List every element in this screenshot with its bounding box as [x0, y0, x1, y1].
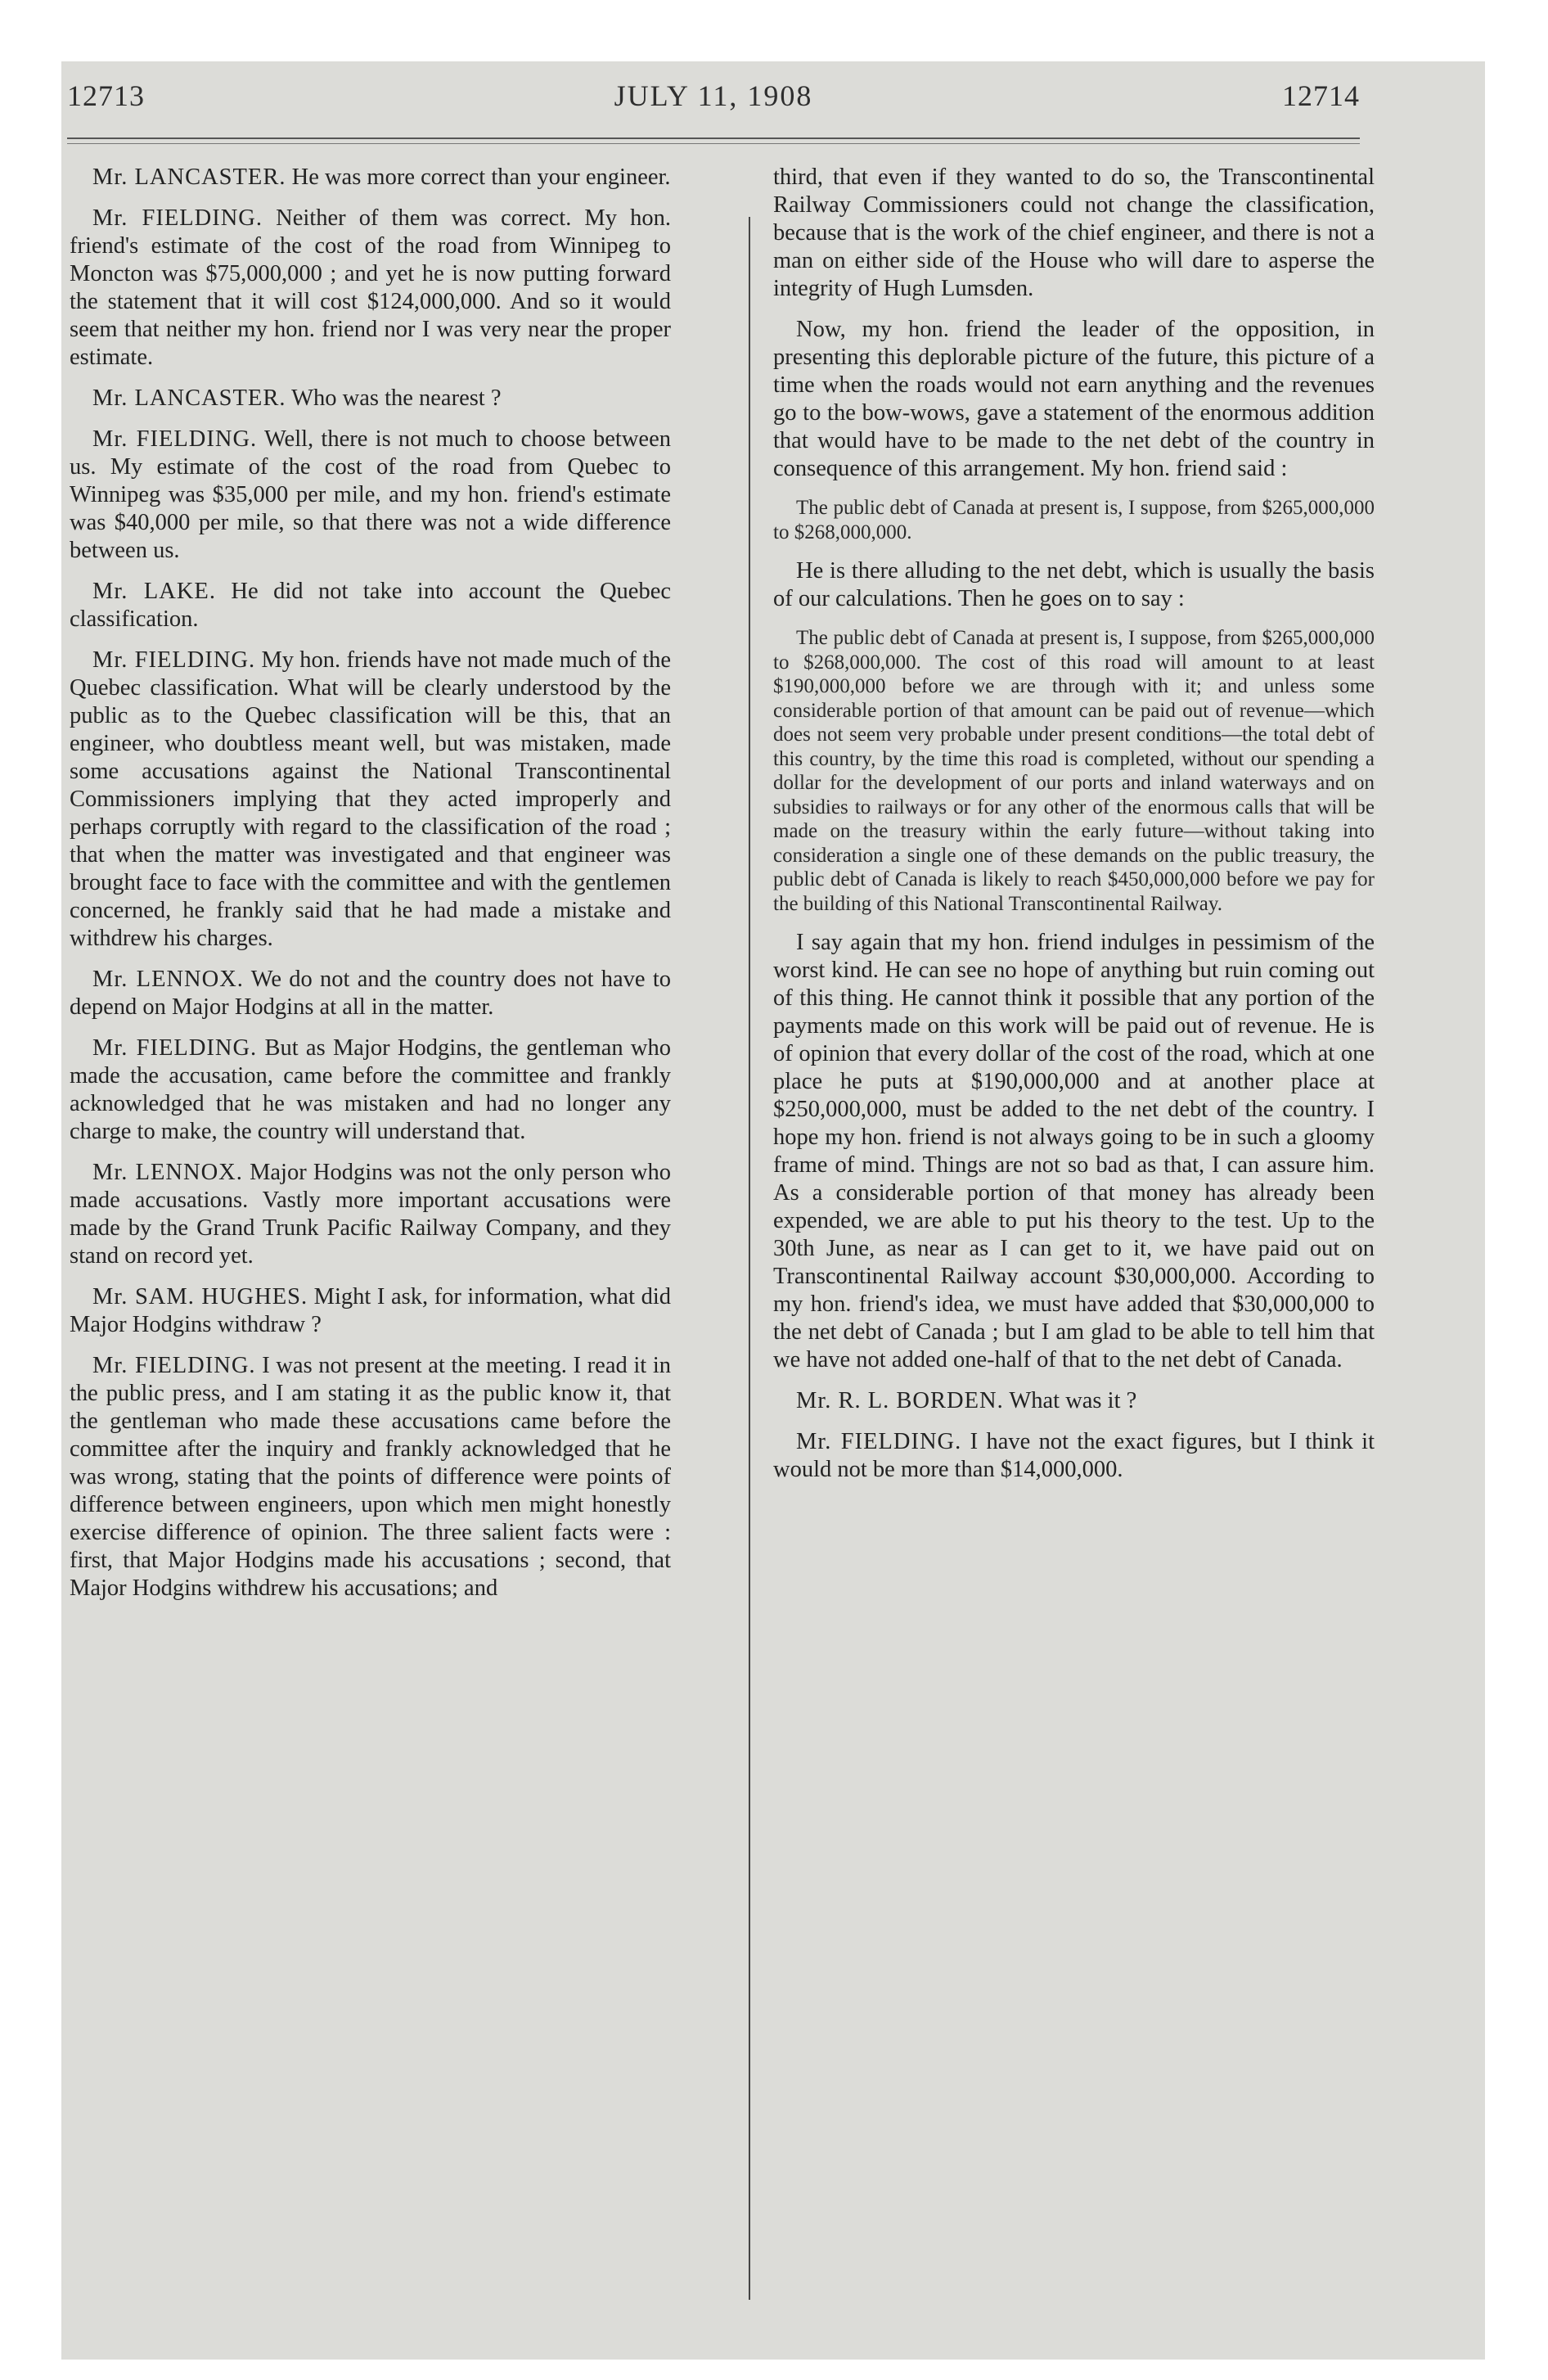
paragraph: third, that even if they wanted to do so, the Transcontinental Railway Commissioners could not change the classification, because that is the work of the chief engineer, and there is not a man on either side of the House who will dare to asperse the integrity of Hugh Lumsden. [773, 165, 1375, 301]
header-rule-thin [67, 143, 1360, 144]
left-column [70, 164, 671, 1616]
speech-text: Major Hodgins was not the only person who made accusations. Vastly more important accusations were made by the Grand Trunk Pacific Railway Company, and they stand on record yet. [70, 1160, 672, 1269]
right-page-number: 12714 [1282, 79, 1360, 112]
left-page-number: 12713 [67, 79, 145, 112]
speaker-name: Mr. FIELDING. [796, 1429, 962, 1454]
block-quote: The public debt of Canada at present is, I suppose, from $265,000,000 to $268,000,000. [773, 497, 1375, 543]
paragraph [70, 1352, 671, 1602]
speech-text: I have not the exact figures, but I think it would not be more than $14,000,000. [773, 1429, 1375, 1482]
column-divider [749, 217, 750, 2300]
speech-text: Might I ask, for information, what did Major Hodgins withdraw ? [70, 1284, 672, 1337]
speaker-name: Mr. FIELDING. [92, 1353, 256, 1378]
speaker-name: Mr. FIELDING. [92, 1035, 258, 1061]
speech-text: We do not and the country does not have to depend on Major Hodgins at all in the matter. [70, 967, 671, 1020]
right-column [773, 164, 1375, 1497]
paragraph [70, 164, 671, 192]
speaker-name: Mr. R. L. BORDEN. [796, 1388, 1004, 1413]
block-quote: The public debt of Canada at present is, I suppose, from $265,000,000 to $268,000,000. The cost of this road will amount to at least $190,000,000 before we are through with it; and unless some considerable portion of that amount can be paid out of revenue—which does not seem very probable under present conditions—the total debt of this country, by the time this road is completed, without our spending a dollar for the development of our ports and inland waterways and on subsidies to railways or for any other of the enormous calls that will be made on the treasury within the early future—without taking into consideration a single one of these demands on the public treasury, the public debt of Canada is likely to reach $450,000,000 before we pay for the building of this National Transcontinental Railway. [773, 627, 1375, 915]
speaker-name: Mr. SAM. HUGHES. [92, 1284, 308, 1309]
paragraph: Now, my hon. friend the leader of the opposition, in presenting this deplorable picture of the future, this picture of a time when the roads would not earn anything and the revenues go to the bow-wows, gave a statement of the enormous addition that would have to be made to the net debt of the country in consequence of this arrangement. My hon. friend said : [773, 317, 1375, 481]
paragraph [70, 966, 671, 1021]
paragraph [70, 1159, 671, 1270]
paragraph [773, 1428, 1375, 1484]
speech-text: Who was the nearest ? [291, 385, 502, 411]
paragraph [70, 647, 671, 953]
speaker-name: Mr. FIELDING. [92, 647, 256, 673]
speech-text: What was it ? [1009, 1388, 1137, 1413]
paragraph [70, 1283, 671, 1339]
paragraph: I say again that my hon. friend indulges in pessimism of the worst kind. He can see no hope of anything but ruin coming out of this thing. He cannot think it possible that any portion of the payments made on this work will be paid out of revenue. He is of opinion that every dollar of the cost of the road, which at one place he puts at $190,000,000 and at another place at $250,000,000, must be added to the net debt of the country. I hope my hon. friend is not always going to be in such a gloomy frame of mind. Things are not so bad as that, I can assure him. As a considerable portion of that money has already been expended, we are able to put his theory to the test. Up to the 30th June, as near as I can get to it, we have paid out on Transcontinental Railway account $30,000,000. According to my hon. friend's idea, we must have added that $30,000,000 to the net debt of Canada ; but I am glad to be able to tell him that we have not added one-half of that to the net debt of Canada. [773, 930, 1375, 1373]
speech-text: He was more correct than your engineer. [291, 165, 671, 190]
speaker-name: Mr. FIELDING. [92, 205, 263, 231]
speech-text: I was not present at the meeting. I read it in the public press, and I am stating it as the public know it, that the gentleman who made these accusations came before the committee after the inquiry and frankly acknowledged that he was wrong, stating that the points of difference were points of difference between engineers, upon which men might honestly exercise difference of opinion. The three salient facts were : first, that Major Hodgins made his accusations ; second, that Major Hodgins withdrew his accusations; and [70, 1353, 672, 1601]
paragraph [70, 1034, 671, 1146]
page-header [67, 79, 1360, 136]
header-rule [67, 137, 1360, 139]
speech-text: Well, there is not much to choose between us. My estimate of the cost of the road from Quebec to Winnipeg was $35,000 per mile, and my hon. friend's estimate was $40,000 per mile, so that there was not a wide difference between us. [70, 426, 671, 563]
page-date: JULY 11, 1908 [614, 79, 813, 112]
paragraph [70, 205, 671, 372]
speaker-name: Mr. FIELDING. [92, 426, 258, 452]
speaker-name: Mr. LENNOX. [92, 967, 244, 992]
speech-text: Neither of them was correct. My hon. friend's estimate of the cost of the road from Winnipeg to Moncton was $75,000,000 ; and yet he is now putting forward the statement that it will cost $124,000,000. And so it would seem that neither my hon. friend nor I was very near the proper estimate. [70, 205, 672, 370]
paragraph [773, 1387, 1375, 1415]
speech-text: My hon. friends have not made much of the Quebec classification. What will be clearly understood by the public as to the Quebec classification will be this, that an engineer, who doubtless meant well, but was mistaken, made some accusations against the National Transcontinental Commissioners implying that they acted improperly and perhaps corruptly with regard to the classification of the road ; that when the matter was investigated and that engineer was brought face to face with the committee and with the gentlemen concerned, he frankly said that he had made a mistake and withdrew his charges. [70, 647, 672, 951]
paragraph: He is there alluding to the net debt, which is usually the basis of our calculations. Then he goes on to say : [773, 558, 1375, 611]
paragraph [70, 426, 671, 565]
speaker-name: Mr. LENNOX. [92, 1160, 243, 1185]
paragraph [70, 578, 671, 633]
paragraph [70, 385, 671, 412]
speaker-name: Mr. LANCASTER. [92, 165, 286, 190]
speaker-name: Mr. LANCASTER. [92, 385, 286, 411]
speech-text: He did not take into account the Quebec classification. [70, 579, 671, 632]
speech-text: But as Major Hodgins, the gentleman who made the accusation, came before the committee and frankly acknowledged that he was mistaken and had no longer any charge to make, the country will understand that. [70, 1035, 672, 1144]
speaker-name: Mr. LAKE. [92, 579, 216, 604]
